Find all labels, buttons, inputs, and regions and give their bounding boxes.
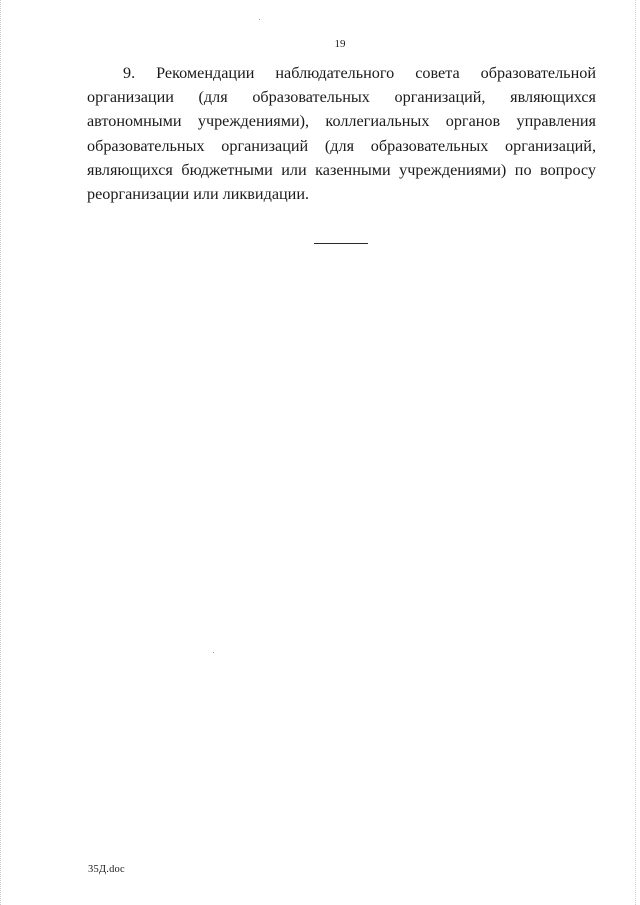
- page-number: 19: [334, 38, 346, 50]
- scan-edge-right: [635, 0, 637, 905]
- scan-edge-left: [0, 0, 2, 905]
- closing-separator-line: [314, 243, 368, 244]
- footer-filename: 35Д.doc: [88, 864, 125, 875]
- scan-speck: [259, 19, 260, 20]
- paragraph-item-9: 9. Рекомендации наблюдательного совета образовательной организации (для образовательных организаций, являющихся автономными учреждениями), коллегиальных органов управления образовательных организаций (для образовательных организаций, являющихся бюджетными или казенными учреждениями) по вопросу реорганизации или ликвидации.: [87, 64, 596, 204]
- scan-speck: [213, 652, 214, 653]
